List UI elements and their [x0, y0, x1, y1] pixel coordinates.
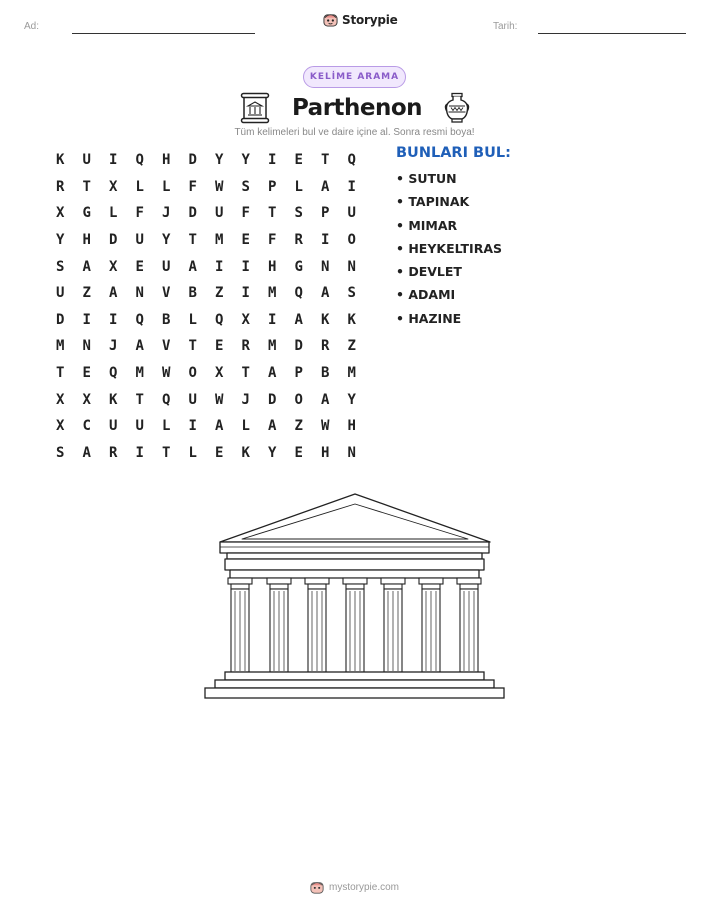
word-item: • ADAMI	[396, 287, 456, 303]
grid-letter[interactable]: E	[294, 444, 303, 461]
grid-letter[interactable]: R	[321, 338, 330, 355]
grid-letter[interactable]: E	[294, 152, 303, 169]
date-label: Tarih:	[493, 21, 518, 32]
grid-letter[interactable]: U	[135, 418, 144, 435]
grid-letter[interactable]: W	[162, 365, 171, 382]
grid-letter[interactable]: X	[56, 418, 65, 435]
temple-column	[419, 578, 443, 672]
grid-letter[interactable]: I	[268, 311, 277, 328]
grid-letter[interactable]: B	[162, 311, 171, 328]
grid-letter[interactable]: E	[241, 232, 250, 249]
page-title: Parthenon	[291, 95, 423, 121]
grid-letter[interactable]: U	[188, 391, 197, 408]
activity-badge: KELİME ARAMA	[303, 66, 406, 88]
name-label: Ad:	[24, 21, 40, 32]
grid-letter[interactable]: A	[268, 365, 277, 382]
grid-letter[interactable]: T	[82, 178, 91, 195]
grid-row	[47, 440, 365, 467]
grid-letter[interactable]: U	[82, 152, 91, 169]
word-item: • SUTUN	[396, 171, 457, 186]
grid-letter[interactable]: J	[241, 391, 250, 408]
grid-letter[interactable]: X	[109, 258, 118, 275]
grid-letter[interactable]: J	[162, 205, 171, 222]
grid-letter[interactable]: V	[162, 338, 171, 355]
grid-row	[47, 227, 365, 254]
brand-logo	[323, 12, 398, 27]
storypie-mascot-icon	[323, 12, 338, 27]
grid-letter[interactable]: H	[162, 152, 171, 169]
grid-letter[interactable]: O	[188, 365, 197, 382]
grid-letter[interactable]: Q	[215, 311, 224, 328]
grid-letter[interactable]: R	[241, 338, 250, 355]
grid-letter[interactable]: U	[135, 232, 144, 249]
grid-letter[interactable]: K	[56, 152, 65, 169]
grid-letter[interactable]: I	[241, 258, 250, 275]
grid-letter[interactable]: E	[215, 338, 224, 355]
grid-letter[interactable]: D	[109, 232, 118, 249]
word-item: • HEYKELTIRAS	[396, 240, 502, 256]
grid-letter[interactable]: I	[241, 285, 250, 302]
grid-letter[interactable]: G	[82, 205, 91, 222]
grid-letter[interactable]: X	[241, 311, 250, 328]
grid-letter[interactable]: O	[347, 232, 356, 249]
grid-letter[interactable]: I	[347, 178, 356, 195]
grid-letter[interactable]: I	[215, 258, 224, 275]
grid-letter[interactable]: D	[268, 391, 277, 408]
grid-letter[interactable]: F	[268, 232, 277, 249]
grid-letter[interactable]: A	[268, 418, 277, 435]
grid-letter[interactable]: Y	[215, 152, 224, 169]
grid-letter[interactable]: P	[268, 178, 277, 195]
grid-letter[interactable]: T	[188, 338, 197, 355]
word-item: • TAPINAK	[396, 194, 470, 210]
word-list-title: BUNLARI BUL:	[396, 145, 511, 161]
grid-letter[interactable]: Y	[347, 391, 356, 408]
grid-letter[interactable]: X	[109, 178, 118, 195]
grid-letter[interactable]: A	[82, 444, 91, 461]
grid-letter[interactable]: T	[188, 232, 197, 249]
grid-letter[interactable]: N	[135, 285, 144, 302]
grid-letter[interactable]: R	[109, 444, 118, 461]
grid-row	[47, 333, 365, 360]
grid-letter[interactable]: I	[321, 232, 330, 249]
grid-letter[interactable]: P	[321, 205, 330, 222]
grid-letter[interactable]: C	[82, 418, 91, 435]
grid-letter[interactable]: A	[321, 391, 330, 408]
date-line	[538, 33, 686, 34]
grid-letter[interactable]: X	[56, 391, 65, 408]
grid-letter[interactable]: Z	[215, 285, 224, 302]
grid-letter[interactable]: X	[56, 205, 65, 222]
grid-letter[interactable]: I	[109, 152, 118, 169]
grid-letter[interactable]: L	[188, 311, 197, 328]
greek-vase-icon	[444, 92, 470, 124]
grid-letter[interactable]: F	[188, 178, 197, 195]
grid-letter[interactable]: M	[215, 232, 224, 249]
grid-row	[47, 307, 365, 334]
grid-letter[interactable]: A	[321, 285, 330, 302]
grid-letter[interactable]: M	[268, 285, 277, 302]
temple-column	[457, 578, 481, 672]
temple-column	[381, 578, 405, 672]
grid-letter[interactable]: T	[56, 365, 65, 382]
grid-letter[interactable]: K	[347, 311, 356, 328]
storypie-mascot-icon	[310, 880, 324, 894]
grid-letter[interactable]: D	[294, 338, 303, 355]
grid-letter[interactable]: L	[241, 418, 250, 435]
grid-letter[interactable]: S	[241, 178, 250, 195]
grid-letter[interactable]: A	[109, 285, 118, 302]
word-item: • HAZINE	[396, 310, 462, 326]
grid-letter[interactable]: Q	[135, 311, 144, 328]
grid-letter[interactable]: Y	[241, 152, 250, 169]
grid-letter[interactable]: I	[109, 311, 118, 328]
grid-letter[interactable]: Z	[294, 418, 303, 435]
grid-letter[interactable]: A	[82, 258, 91, 275]
instructions: Tüm kelimeleri bul ve daire içine al. Sonra resmi boya!	[234, 127, 475, 138]
grid-row	[47, 200, 365, 227]
grid-letter[interactable]: M	[135, 365, 144, 382]
grid-letter[interactable]: Q	[294, 285, 303, 302]
grid-letter[interactable]: B	[321, 365, 330, 382]
grid-letter[interactable]: P	[294, 365, 303, 382]
grid-letter[interactable]: B	[188, 285, 197, 302]
grid-letter[interactable]: U	[109, 418, 118, 435]
scroll-map-icon	[240, 92, 270, 124]
grid-letter[interactable]: Q	[109, 365, 118, 382]
grid-letter[interactable]: E	[215, 444, 224, 461]
grid-letter[interactable]: E	[135, 258, 144, 275]
grid-letter[interactable]: T	[268, 205, 277, 222]
grid-letter[interactable]: I	[82, 311, 91, 328]
grid-letter[interactable]: U	[347, 205, 356, 222]
grid-letter[interactable]: A	[135, 338, 144, 355]
grid-letter[interactable]: W	[321, 418, 330, 435]
grid-letter[interactable]: L	[109, 205, 118, 222]
grid-letter[interactable]: A	[188, 258, 197, 275]
grid-row	[47, 174, 365, 201]
grid-letter[interactable]: A	[215, 418, 224, 435]
grid-letter[interactable]: Y	[56, 232, 65, 249]
grid-letter[interactable]: W	[215, 178, 224, 195]
grid-letter[interactable]: X	[215, 365, 224, 382]
grid-letter[interactable]: R	[294, 232, 303, 249]
grid-letter[interactable]: S	[294, 205, 303, 222]
grid-letter[interactable]: H	[347, 418, 356, 435]
title-row	[240, 90, 470, 126]
grid-letter[interactable]: U	[162, 258, 171, 275]
grid-letter[interactable]: D	[56, 311, 65, 328]
grid-letter[interactable]: L	[294, 178, 303, 195]
grid-letter[interactable]: L	[135, 178, 144, 195]
grid-letter[interactable]: N	[321, 258, 330, 275]
grid-letter[interactable]: V	[162, 285, 171, 302]
grid-letter[interactable]: F	[135, 205, 144, 222]
grid-letter[interactable]: S	[56, 258, 65, 275]
grid-row	[47, 147, 365, 174]
grid-letter[interactable]: K	[241, 444, 250, 461]
grid-letter[interactable]: G	[294, 258, 303, 275]
grid-letter[interactable]: O	[294, 391, 303, 408]
word-item: • DEVLET	[396, 264, 462, 280]
grid-row	[47, 386, 365, 413]
grid-letter[interactable]: H	[321, 444, 330, 461]
grid-row	[47, 280, 365, 307]
grid-letter[interactable]: A	[294, 311, 303, 328]
grid-letter[interactable]: T	[135, 391, 144, 408]
word-item: • MIMAR	[396, 217, 458, 233]
grid-letter[interactable]: X	[82, 391, 91, 408]
grid-letter[interactable]: N	[347, 444, 356, 461]
grid-letter[interactable]: T	[162, 444, 171, 461]
temple-column	[343, 578, 367, 672]
grid-letter[interactable]: E	[82, 365, 91, 382]
word-search-grid	[47, 147, 365, 466]
grid-letter[interactable]: N	[82, 338, 91, 355]
grid-letter[interactable]: I	[268, 152, 277, 169]
grid-letter[interactable]: Q	[347, 152, 356, 169]
grid-letter[interactable]: L	[188, 444, 197, 461]
footer	[0, 880, 709, 894]
grid-letter[interactable]: S	[347, 285, 356, 302]
grid-row	[47, 413, 365, 440]
grid-letter[interactable]: K	[109, 391, 118, 408]
grid-row	[47, 360, 365, 387]
temple-column	[305, 578, 329, 672]
grid-letter[interactable]: A	[321, 178, 330, 195]
grid-letter[interactable]: M	[56, 338, 65, 355]
grid-letter[interactable]: Y	[162, 232, 171, 249]
grid-letter[interactable]: Z	[347, 338, 356, 355]
grid-letter[interactable]: Q	[135, 152, 144, 169]
temple-column	[267, 578, 291, 672]
grid-letter[interactable]: H	[82, 232, 91, 249]
brand-name: Storypie	[342, 12, 398, 27]
grid-letter[interactable]: S	[56, 444, 65, 461]
grid-letter[interactable]: I	[135, 444, 144, 461]
grid-letter[interactable]: M	[268, 338, 277, 355]
footer-url: mystorypie.com	[328, 881, 399, 893]
grid-letter[interactable]: N	[347, 258, 356, 275]
grid-letter[interactable]: D	[188, 152, 197, 169]
grid-letter[interactable]: F	[241, 205, 250, 222]
grid-letter[interactable]: D	[188, 205, 197, 222]
grid-letter[interactable]: K	[321, 311, 330, 328]
grid-letter[interactable]: Y	[268, 444, 277, 461]
grid-letter[interactable]: T	[321, 152, 330, 169]
word-list	[396, 171, 502, 334]
grid-letter[interactable]: M	[347, 365, 356, 382]
temple-column	[228, 578, 252, 672]
grid-letter[interactable]: T	[241, 365, 250, 382]
grid-letter[interactable]: Q	[162, 391, 171, 408]
grid-letter[interactable]: L	[162, 418, 171, 435]
grid-letter[interactable]: Z	[82, 285, 91, 302]
grid-row	[47, 253, 365, 280]
grid-letter[interactable]: H	[268, 258, 277, 275]
grid-letter[interactable]: R	[56, 178, 65, 195]
grid-letter[interactable]: I	[188, 418, 197, 435]
grid-letter[interactable]: J	[109, 338, 118, 355]
name-line	[72, 33, 255, 34]
grid-letter[interactable]: W	[215, 391, 224, 408]
grid-letter[interactable]: U	[215, 205, 224, 222]
grid-letter[interactable]: U	[56, 285, 65, 302]
parthenon-temple-drawing	[203, 492, 506, 702]
grid-letter[interactable]: L	[162, 178, 171, 195]
